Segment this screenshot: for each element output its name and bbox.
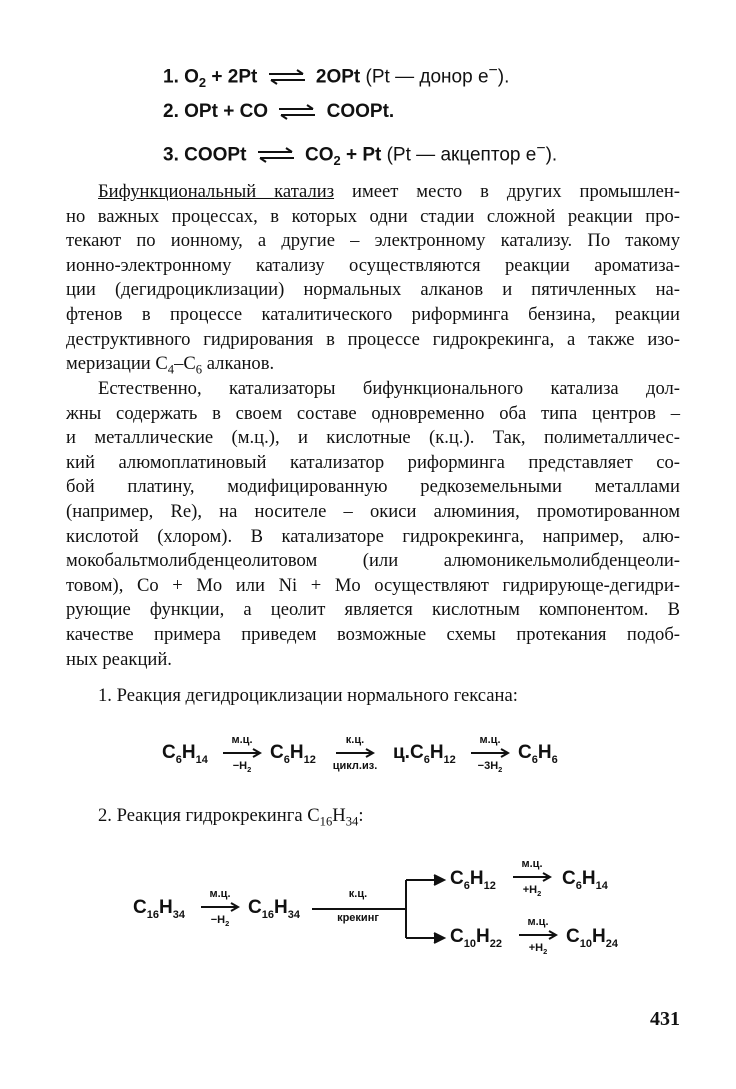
arrow-bottom-label (518, 942, 558, 957)
subscript: 2 (498, 765, 503, 775)
subscript: 10 (579, 937, 592, 950)
subscript: 6 (283, 753, 290, 766)
text-line: мокобальтмолибденцеолитовом (или алюмоникельмолибденцеоли- (66, 550, 680, 572)
hexane-formula (162, 742, 208, 764)
formula-part: C (270, 742, 284, 763)
text-line (66, 180, 680, 205)
subscript: 2 (333, 153, 341, 169)
subscript: 6 (175, 753, 182, 766)
paragraph-catalysts (66, 377, 680, 672)
text-line: товом), Co + Mo или Ni + Mo осуществляют гидрирующе-дегидри- (66, 574, 680, 596)
term-bifunctional-catalysis: Бифункциональный катализ (98, 181, 335, 202)
equilibrium-arrow-icon (256, 147, 296, 163)
arrow-bottom-label: цикл.из. (332, 760, 378, 772)
product: COOPt. (326, 101, 395, 122)
subscript: 24 (605, 937, 618, 950)
arrow-top-label: м.ц. (527, 916, 549, 928)
text-line: фтенов в процессе каталитического риформинга бензина, реакции (66, 303, 680, 325)
text-line: текают по ионному, а другие – электронному катализу. По такому (66, 230, 680, 252)
superscript: − (488, 62, 498, 79)
label-part: −H (232, 760, 248, 772)
text-line: кислотой (хлором). В катализаторе гидрокрекинга, например, алю- (66, 525, 680, 547)
subscript: 22 (489, 937, 502, 950)
decane-product-formula (566, 926, 618, 948)
text-line: бой платину, модифицированную редкоземельными металлами (66, 476, 680, 498)
equilibrium-arrow-icon (277, 104, 317, 120)
text-line: кий алюмоплатиновый катализатор риформинга представляет со- (66, 451, 680, 473)
subscript: 6 (423, 753, 430, 766)
arrow-bottom-label (222, 760, 262, 775)
subscript: 6 (575, 879, 582, 892)
formula-part: C (566, 926, 580, 947)
formula-part: H (591, 926, 606, 947)
reactant: OPt + CO (184, 101, 269, 122)
text-fragment: меризации C (66, 353, 168, 375)
text-line: жны содержать в своем составе одновременно оба типа центров – (66, 402, 680, 424)
cyclohexane-formula (393, 742, 456, 764)
arrow-bottom-label (200, 914, 240, 929)
hexene-product-formula (450, 868, 496, 890)
right-arrow-icon (512, 872, 552, 882)
formula-part: H (581, 868, 596, 889)
subscript: 16 (146, 908, 159, 921)
subscript: 16 (261, 908, 274, 921)
reactant: COOPt (184, 144, 247, 166)
note: (Pt — донор е (360, 66, 489, 88)
subscript: 34 (172, 908, 185, 921)
arrow-bottom-label (512, 884, 552, 899)
formula-part: H (429, 742, 444, 763)
benzene-formula (518, 742, 558, 764)
subscript: 6 (463, 879, 470, 892)
reactant: + 2Pt (206, 66, 258, 88)
heading-part: : (358, 805, 364, 826)
hexadecane-formula (133, 897, 185, 919)
hexane-product-formula (562, 868, 608, 890)
text-line: деструктивного гидрирования в процессе гидрокрекинга, а также изо- (66, 328, 680, 350)
arrow-bottom-label: крекинг (337, 912, 379, 924)
subscript: 2 (225, 919, 230, 929)
text-line: (например, Re), на носителе – окиси алюминия, промотированном (66, 500, 680, 522)
subscript: 6 (195, 362, 203, 377)
subscript: 12 (443, 753, 456, 766)
text-line (66, 352, 680, 377)
paragraph-bifunctional (66, 180, 680, 377)
equation-number: 2. (163, 101, 179, 122)
arrow-top-label: к.ц. (348, 888, 368, 900)
right-arrow-icon (518, 930, 558, 940)
formula-part: C (450, 868, 464, 889)
formula-part: C (450, 926, 464, 947)
subscript: 14 (595, 879, 608, 892)
reaction-2-heading (98, 805, 364, 827)
arrow-top-label: м.ц. (231, 734, 253, 746)
label-part: +H (528, 942, 544, 954)
text-line: Естественно, катализаторы бифункционального катализа дол- (98, 378, 680, 399)
formula-part: C (518, 742, 532, 763)
text-line: рующие функции, а цеолит является кислотным компонентом. В (66, 599, 680, 621)
page-number: 431 (650, 1008, 680, 1030)
subscript: 2 (247, 765, 252, 775)
text-fragment: алканов. (202, 353, 275, 375)
hexadecene-formula (248, 897, 300, 919)
arrow-top-label: м.ц. (209, 888, 231, 900)
equation-number: 3. (163, 144, 179, 166)
formula-part: C (562, 868, 576, 889)
formula-part: C (248, 897, 262, 918)
subscript: 2 (537, 889, 542, 899)
note: (Pt — акцептор е (381, 144, 537, 166)
product: 2OPt (315, 66, 361, 88)
text-fragment: имеет место в других промышлен- (334, 181, 681, 202)
right-arrow-icon (335, 748, 375, 758)
decane-formula (450, 926, 502, 948)
subscript: 2 (198, 75, 207, 91)
product: CO (304, 144, 334, 166)
equation-3 (163, 140, 558, 169)
heading-part: 2. Реакция гидрокрекинга C (98, 805, 320, 826)
subscript: 34 (287, 908, 300, 921)
hexene-formula (270, 742, 316, 764)
arrow-top-label: к.ц. (345, 734, 365, 746)
text-line: ионно-электронному катализу осуществляются реакции ароматиза- (66, 254, 680, 276)
note: ). (545, 144, 558, 166)
text-line: ции (дегидроциклизации) нормальных алканов и пятичленных на- (66, 279, 680, 301)
formula-part: H (289, 742, 304, 763)
subscript: 12 (303, 753, 316, 766)
right-arrow-icon (200, 902, 240, 912)
formula-part: H (181, 742, 196, 763)
text-line: и металлические (м.ц.), и кислотные (к.ц.). Так, полиметалличес- (66, 427, 680, 449)
arrow-top-label: м.ц. (479, 734, 501, 746)
heading-part: H (332, 805, 346, 826)
subscript: 16 (319, 814, 333, 829)
formula-part: H (537, 742, 552, 763)
formula-part: H (158, 897, 173, 918)
reactant: O (184, 66, 199, 88)
formula-part: C (133, 897, 147, 918)
right-arrow-icon (222, 748, 262, 758)
branching-arrow-icon (310, 872, 450, 948)
formula-part: C (162, 742, 176, 763)
note: ). (497, 66, 510, 88)
superscript: − (536, 140, 546, 157)
subscript: 10 (463, 937, 476, 950)
label-part: +H (522, 884, 538, 896)
reaction-1-heading: 1. Реакция дегидроциклизации нормального гексана: (98, 685, 518, 706)
formula-part: H (475, 926, 490, 947)
right-arrow-icon (470, 748, 510, 758)
formula-part: H (469, 868, 484, 889)
text-line: качестве примера приведем возможные схемы протекания подоб- (66, 623, 680, 645)
equilibrium-arrow-icon (267, 69, 307, 85)
label-part: −H (210, 914, 226, 926)
subscript: 12 (483, 879, 496, 892)
product: + Pt (340, 144, 382, 166)
formula-part: ц.C (393, 742, 424, 763)
subscript: 6 (531, 753, 538, 766)
subscript: 6 (551, 753, 558, 766)
label-part: −3H (477, 760, 499, 772)
text-line: ных реакций. (66, 648, 172, 670)
equation-number: 1. (163, 66, 179, 88)
arrow-bottom-label (466, 760, 514, 775)
equation-1 (163, 62, 510, 91)
text-fragment: –C (174, 353, 196, 375)
subscript: 34 (345, 814, 359, 829)
text-line: но важных процессах, в которых одни стадии сложной реакции про- (66, 205, 680, 227)
equation-2 (163, 101, 394, 123)
subscript: 2 (543, 947, 548, 957)
formula-part: H (273, 897, 288, 918)
arrow-top-label: м.ц. (521, 858, 543, 870)
subscript: 14 (195, 753, 208, 766)
subscript: 4 (167, 362, 175, 377)
